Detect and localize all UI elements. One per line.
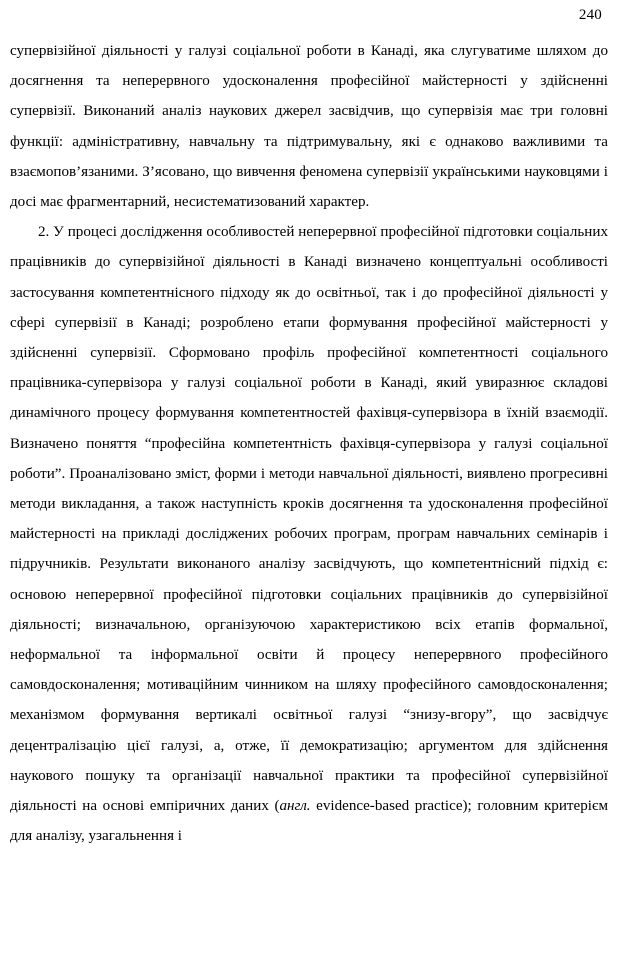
paragraph-item-2-italic-term: англ. — [279, 798, 311, 815]
paragraph-item-2 — [10, 217, 608, 851]
paragraph-continued: супервізійної діяльності у галузі соціальної роботи в Канаді, яка слугуватиме шляхом до досягнення та неперервного удосконалення професійної майстерності у здійсненні супервізії. Виконаний аналіз наукових джерел засвідчив, що супервізія має три головні функції: адміністративну, навчальну та підтримувальну, які є однаково важливими та взаємопов’язаними. З’ясовано, що вивчення феномена супервізії українськими науковцями і досі має фрагментарний, несистематизований характер. — [10, 43, 608, 211]
page-number: 240 — [578, 7, 602, 23]
paragraph-item-2-text-part-2: evidence-based practice); головним критерієм для аналізу, узагальнення і — [10, 798, 608, 845]
paragraph-item-2-text-part-1: 2. У процесі дослідження особливостей неперервної професійної підготовки соціальних працівників до супервізійної діяльності в Канаді визначено концептуальні особливості застосування компетентнісного підходу як до освітньої, так і до професійної діяльності у сфері супервізії в Канаді; розроблено етапи формування професійної майстерності у здійсненні супервізії. Сформовано профіль професійної компетентності соціального працівника-супервізора у галузі соціальної роботи в Канаді, який увиразнює складові динамічного процесу формування компетентностей фахівця-супервізора в їхній взаємодії. Визначено поняття “професійна компетентність фахівця-супервізора у галузі соціальної роботи”. Проаналізовано зміст, форми і методи навчальної діяльності, виявлено прогресивні методи викладання, а також наступність кроків досягнення та удосконалення професійної майстерності на прикладі досліджених робочих програм, програм навчальних семінарів і підручників. Результати виконаного аналізу засвідчують, що компетентнісний підхід є: основою неперервної професійної підготовки соціальних працівників до супервізійної діяльності; визначальною, організуючою характеристикою всіх етапів формальної, неформальної та інформальної освіти й процесу неперервного професійного самовдосконалення; мотиваційним чинником на шляху професійного самовдосконалення; механізмом формування вертикалі освітньої галузі “знизу-вгору”, що засвідчує децентралізацію цієї галузі, а, отже, її демократизацію; аргументом для здійснення наукового пошуку та організації навчальної практики та професійної супервізійної діяльності на основі емпіричних даних ( — [10, 224, 608, 815]
page-body-text — [10, 36, 608, 851]
